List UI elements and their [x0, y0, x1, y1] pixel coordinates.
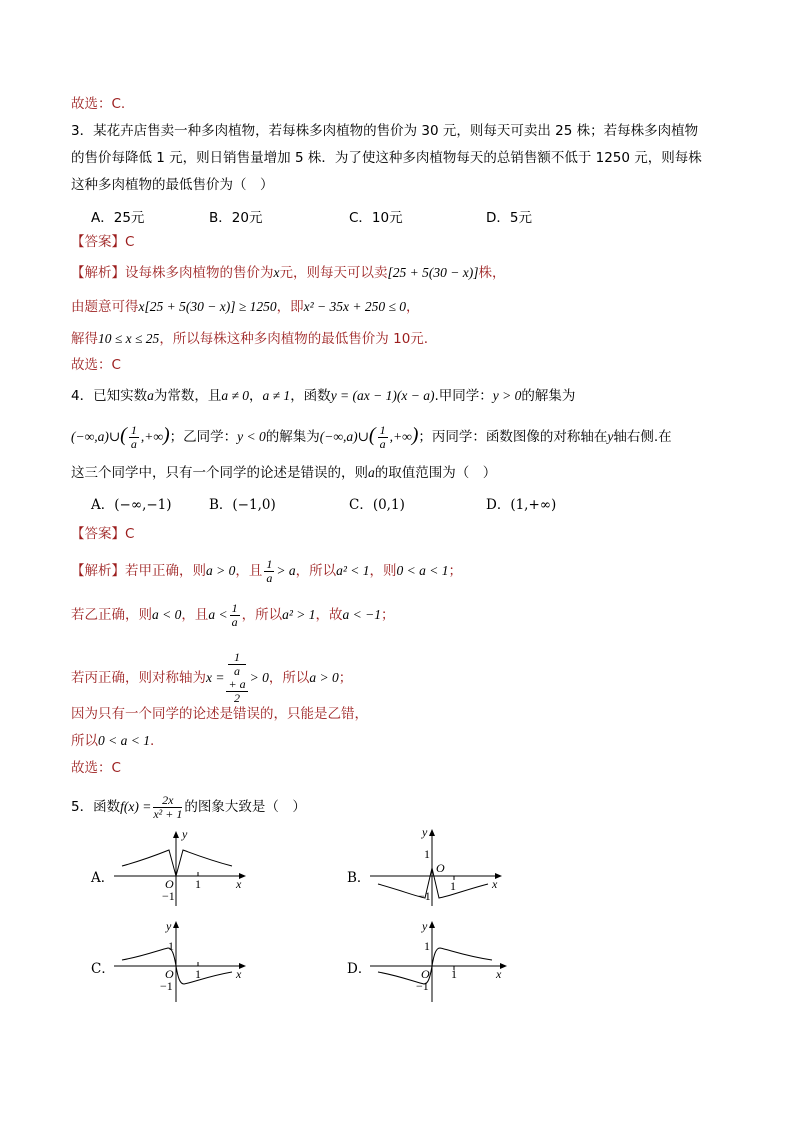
- text: ，即: [276, 299, 304, 315]
- tick-label-neg-1: −1: [416, 979, 429, 993]
- expr: (−∞,a)∪: [319, 429, 369, 444]
- q5-option-a-label: A．: [91, 870, 115, 886]
- expr: ,+∞: [389, 429, 412, 444]
- text: ，函数: [290, 388, 331, 404]
- origin-label: O: [421, 967, 430, 981]
- x-label: x: [492, 877, 498, 891]
- expr: [25 + 5(30 − x)]: [387, 265, 479, 280]
- expr: a > 0: [309, 670, 339, 685]
- text: 的解集为: [521, 388, 576, 404]
- denominator: a: [234, 664, 241, 678]
- text: 若乙正确，则: [71, 607, 152, 623]
- text: 4．已知实数: [71, 388, 148, 404]
- fraction: [378, 424, 388, 451]
- q4-stem-line-2: [71, 420, 672, 452]
- q5-graph-c: [114, 920, 249, 1005]
- q3-option-c: C．10元: [349, 210, 403, 226]
- fraction: [226, 651, 247, 705]
- var-a: a: [368, 465, 375, 480]
- expr: a < −1: [342, 607, 382, 622]
- expr: a ≠ 1: [262, 388, 291, 403]
- text: ；: [338, 670, 353, 686]
- expr: y < 0: [237, 429, 266, 444]
- q4-choose: 故选：C: [71, 760, 121, 776]
- origin-label: O: [165, 877, 174, 891]
- analysis-tag: 【解析】: [71, 265, 125, 281]
- q3-analysis-line-3: [71, 329, 428, 349]
- q3-stem-line-1: 3．某花卉店售卖一种多肉植物，若每株多肉植物的售价为 30 元，则每天可卖出 25 株；若每株多肉植物: [71, 123, 699, 139]
- text: 设每株多肉植物的售价为: [125, 265, 274, 281]
- text: 株，: [478, 265, 506, 281]
- curve: [122, 850, 232, 876]
- x-label: x: [496, 967, 502, 981]
- expr: (−∞,a)∪: [71, 429, 121, 444]
- tick-label-1: 1: [451, 967, 457, 981]
- fraction: [153, 794, 182, 821]
- var-y: y: [607, 429, 614, 444]
- text: ，则: [369, 563, 397, 579]
- denominator: a: [130, 436, 137, 451]
- expr: 0 < a < 1: [396, 563, 449, 578]
- text: 解得: [71, 331, 98, 347]
- denominator: 2: [234, 691, 241, 705]
- q4-option-a: A．(−∞,−1): [91, 497, 172, 513]
- text: ，: [406, 299, 420, 315]
- x-label: x: [236, 877, 242, 891]
- origin-label: O: [436, 861, 445, 875]
- text: 轴右侧.在: [613, 429, 672, 445]
- q2-choose: 故选：C.: [71, 96, 126, 112]
- function-expr: y = (ax − 1)(x − a): [330, 388, 435, 403]
- text: 所以: [71, 733, 98, 749]
- tick-label-1: 1: [195, 967, 201, 981]
- text: 元，则每天可以卖: [279, 265, 388, 281]
- q3-stem-line-3: 这种多肉植物的最低售价为（ ）: [71, 177, 274, 193]
- function-expr: f(x) =: [120, 799, 152, 814]
- expr: x² − 35x + 250 ≤ 0: [303, 299, 407, 314]
- tick-label-1: 1: [195, 877, 201, 891]
- expr: x[25 + 5(30 − x)] ≥ 1250: [138, 299, 277, 314]
- y-arrow: [173, 921, 179, 928]
- q5-graph-d: [370, 920, 510, 1005]
- x-label: x: [236, 967, 242, 981]
- inner-fraction: [228, 651, 245, 678]
- q3-option-d: D．5元: [486, 210, 532, 226]
- expr: ,+∞: [140, 429, 163, 444]
- q4-analysis-line-2: [71, 600, 395, 630]
- q5-graph-a: [114, 828, 249, 908]
- text: ，所以: [295, 563, 337, 579]
- tick-label-pos-1: 1: [424, 939, 430, 953]
- q4-option-c: C．(0,1): [349, 497, 405, 513]
- tick-label-pos-1: 1: [168, 939, 174, 953]
- text: ，: [249, 388, 263, 404]
- text: 的取值范围为（ ）: [374, 465, 497, 481]
- q4-answer: 【答案】C: [71, 526, 135, 542]
- q4-option-d: D．(1,+∞): [486, 497, 557, 513]
- text: 的图象大致是（ ）: [184, 799, 306, 815]
- q3-choose: 故选：C: [71, 357, 121, 373]
- numerator: 1: [231, 600, 238, 615]
- numerator: 1: [379, 422, 386, 437]
- denominator: a: [266, 570, 273, 585]
- y-arrow: [429, 921, 435, 928]
- expr: a > 0: [206, 563, 236, 578]
- expr: > 0: [249, 670, 269, 685]
- text: 若丙正确，则对称轴为: [71, 670, 206, 686]
- q3-option-a: A．25元: [91, 210, 145, 226]
- numerator: 2x: [153, 794, 182, 808]
- y-label: y: [422, 919, 428, 933]
- q5-option-c-label: C．: [91, 961, 115, 977]
- text: ，所以每株这种多肉植物的最低售价为 10元.: [159, 331, 429, 347]
- y-arrow: [429, 829, 435, 836]
- text: 若甲正确，则: [125, 563, 206, 579]
- denominator: a: [379, 436, 386, 451]
- q5-option-d-label: D．: [347, 961, 372, 977]
- tick-label-neg-1: −1: [160, 979, 173, 993]
- q4-analysis-line-5: [71, 731, 154, 751]
- y-label: y: [166, 919, 172, 933]
- text: 由题意可得: [71, 299, 139, 315]
- y-label: y: [422, 825, 428, 839]
- analysis-tag: 【解析】: [71, 563, 125, 579]
- text: ；乙同学：: [169, 429, 238, 445]
- expr: x =: [206, 670, 225, 685]
- denominator: x² + 1: [153, 806, 183, 821]
- q3-analysis-line-1: [71, 263, 505, 283]
- text: 为常数，且: [153, 388, 222, 404]
- expr: 10 ≤ x ≤ 25: [98, 331, 160, 346]
- q5-option-b-label: B．: [347, 870, 371, 886]
- fraction: [230, 602, 240, 629]
- paren: (: [368, 424, 376, 446]
- numerator: 1: [266, 556, 273, 571]
- expr: a² < 1: [336, 563, 370, 578]
- text: + a: [228, 677, 246, 691]
- text: ，且: [235, 563, 263, 579]
- text: .甲同学：: [434, 388, 493, 404]
- q4-stem-line-3: [71, 463, 496, 483]
- q4-analysis-line-3: [71, 651, 352, 705]
- var-x: x: [273, 265, 280, 280]
- q3-option-b: B．20元: [209, 210, 263, 226]
- text: 5．函数: [71, 799, 121, 815]
- text: ，所以: [268, 670, 310, 686]
- expr: a ≠ 0: [221, 388, 250, 403]
- numerator: 1: [228, 651, 245, 665]
- paren: ): [411, 424, 419, 446]
- var-a: a: [147, 388, 154, 403]
- text: 的解集为: [265, 429, 320, 445]
- fraction: [129, 424, 139, 451]
- denominator: a: [231, 614, 238, 629]
- expr: a² > 1: [282, 607, 316, 622]
- curve: [378, 868, 488, 898]
- numerator: [226, 651, 247, 692]
- expr: a <: [208, 607, 228, 622]
- paren: (: [120, 424, 127, 446]
- tick-label-neg-1: −1: [162, 889, 175, 903]
- numerator: 1: [130, 422, 137, 437]
- paren: ): [162, 424, 170, 446]
- text: .: [149, 733, 155, 749]
- tick-label-neg-1: −1: [418, 889, 431, 903]
- q3-stem-line-2: 的售价每降低 1 元，则日销售量增加 5 株．为了使这种多肉植物每天的总销售额不低于 1250 元，则每株: [71, 150, 702, 166]
- y-arrow: [173, 831, 179, 838]
- tick-label-pos-1: 1: [424, 847, 430, 861]
- expr: 0 < a < 1: [98, 733, 150, 748]
- text: ；: [381, 607, 395, 623]
- q4-analysis-line-4: 因为只有一个同学的论述是错误的，只能是乙错，: [71, 706, 368, 722]
- q4-option-b: B．(−1,0): [209, 497, 276, 513]
- q4-analysis-line-1: [71, 556, 462, 586]
- tick-label-1: 1: [450, 879, 456, 893]
- y-label: y: [182, 827, 188, 841]
- text: ；丙同学：函数图像的对称轴在: [418, 429, 608, 445]
- text: ，所以: [241, 607, 283, 623]
- text: 这三个同学中，只有一个同学的论述是错误的，则: [71, 465, 368, 481]
- origin-label: O: [165, 967, 174, 981]
- text: ，且: [181, 607, 209, 623]
- fraction: [264, 558, 274, 585]
- q5-graph-b: [370, 825, 505, 908]
- q4-stem-line-1: [71, 386, 575, 406]
- q5-stem: [71, 790, 306, 824]
- text: ；: [448, 563, 463, 579]
- text: ，故: [315, 607, 343, 623]
- q3-answer: 【答案】C: [71, 234, 135, 250]
- expr: y > 0: [492, 388, 522, 403]
- expr: a < 0: [152, 607, 182, 622]
- expr: > a: [276, 563, 296, 578]
- q3-analysis-line-2: [71, 297, 420, 317]
